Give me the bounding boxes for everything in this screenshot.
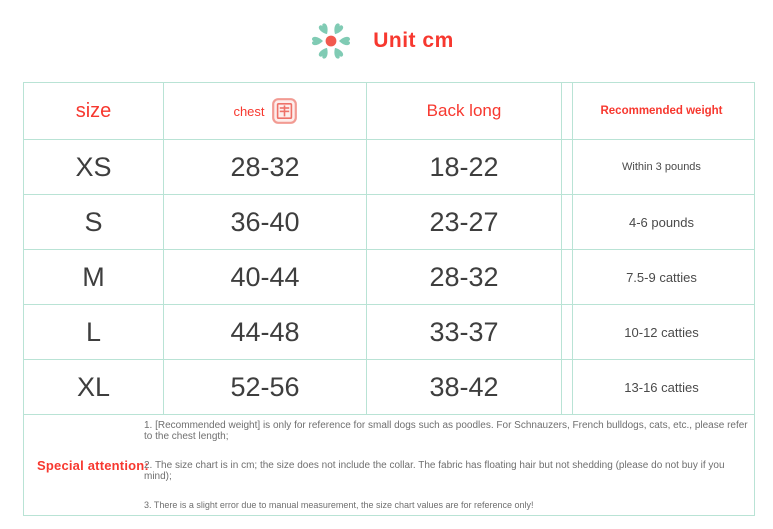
- chest-value: 28-32: [164, 140, 367, 194]
- back-long-value: 38-42: [367, 360, 562, 414]
- table-header-row: [24, 83, 754, 140]
- column-gap: [562, 195, 572, 249]
- back-long-value: 28-32: [367, 250, 562, 304]
- weight-value: 7.5-9 catties: [572, 250, 750, 304]
- page-header: [0, 0, 773, 82]
- unit-title: Unit cm: [373, 29, 454, 52]
- column-gap: [562, 250, 572, 304]
- table-row: [24, 140, 754, 195]
- note-item: 3. There is a slight error due to manual measurement, the size chart values are for reference only!: [144, 499, 534, 510]
- column-header-weight: Recommended weight: [572, 83, 750, 139]
- table-row: [24, 305, 754, 360]
- chest-value: 36-40: [164, 195, 367, 249]
- size-value: XL: [24, 360, 164, 414]
- column-header-chest: [164, 83, 367, 139]
- size-value: M: [24, 250, 164, 304]
- column-gap: [562, 360, 572, 414]
- size-value: L: [24, 305, 164, 359]
- special-attention-section: [24, 415, 754, 515]
- weight-value: 13-16 catties: [572, 360, 750, 414]
- size-chart-table: [23, 82, 755, 516]
- special-attention-label: Special attention:: [37, 457, 149, 473]
- back-long-value: 18-22: [367, 140, 562, 194]
- weight-value: 10-12 catties: [572, 305, 750, 359]
- back-long-value: 23-27: [367, 195, 562, 249]
- back-long-value: 33-37: [367, 305, 562, 359]
- weight-value: 4-6 pounds: [572, 195, 750, 249]
- note-item: 1. [Recommended weight] is only for reference for small dogs such as poodles. For Schnauzers, French bulldogs, cats, etc., please refer to the chest length;: [144, 419, 748, 442]
- note-item: 2. The size chart is in cm; the size does not include the collar. The fabric has floating hair but not shedding (please do not buy if you mind);: [144, 459, 725, 482]
- chest-value: 52-56: [164, 360, 367, 414]
- column-header-back-long: Back long: [367, 83, 562, 139]
- table-row: [24, 250, 754, 305]
- chest-stamp-icon: [272, 98, 297, 124]
- chest-value: 44-48: [164, 305, 367, 359]
- column-header-size: size: [24, 83, 164, 139]
- column-gap: [562, 140, 572, 194]
- column-gap: [562, 305, 572, 359]
- column-gap: [562, 83, 572, 139]
- table-row: [24, 360, 754, 415]
- weight-value: Within 3 pounds: [572, 140, 750, 194]
- notes-list: [144, 415, 748, 515]
- chest-value: 40-44: [164, 250, 367, 304]
- column-header-chest-label: chest: [233, 103, 265, 119]
- size-value: S: [24, 195, 164, 249]
- heart-flower-icon: [307, 18, 355, 64]
- size-value: XS: [24, 140, 164, 194]
- table-row: [24, 195, 754, 250]
